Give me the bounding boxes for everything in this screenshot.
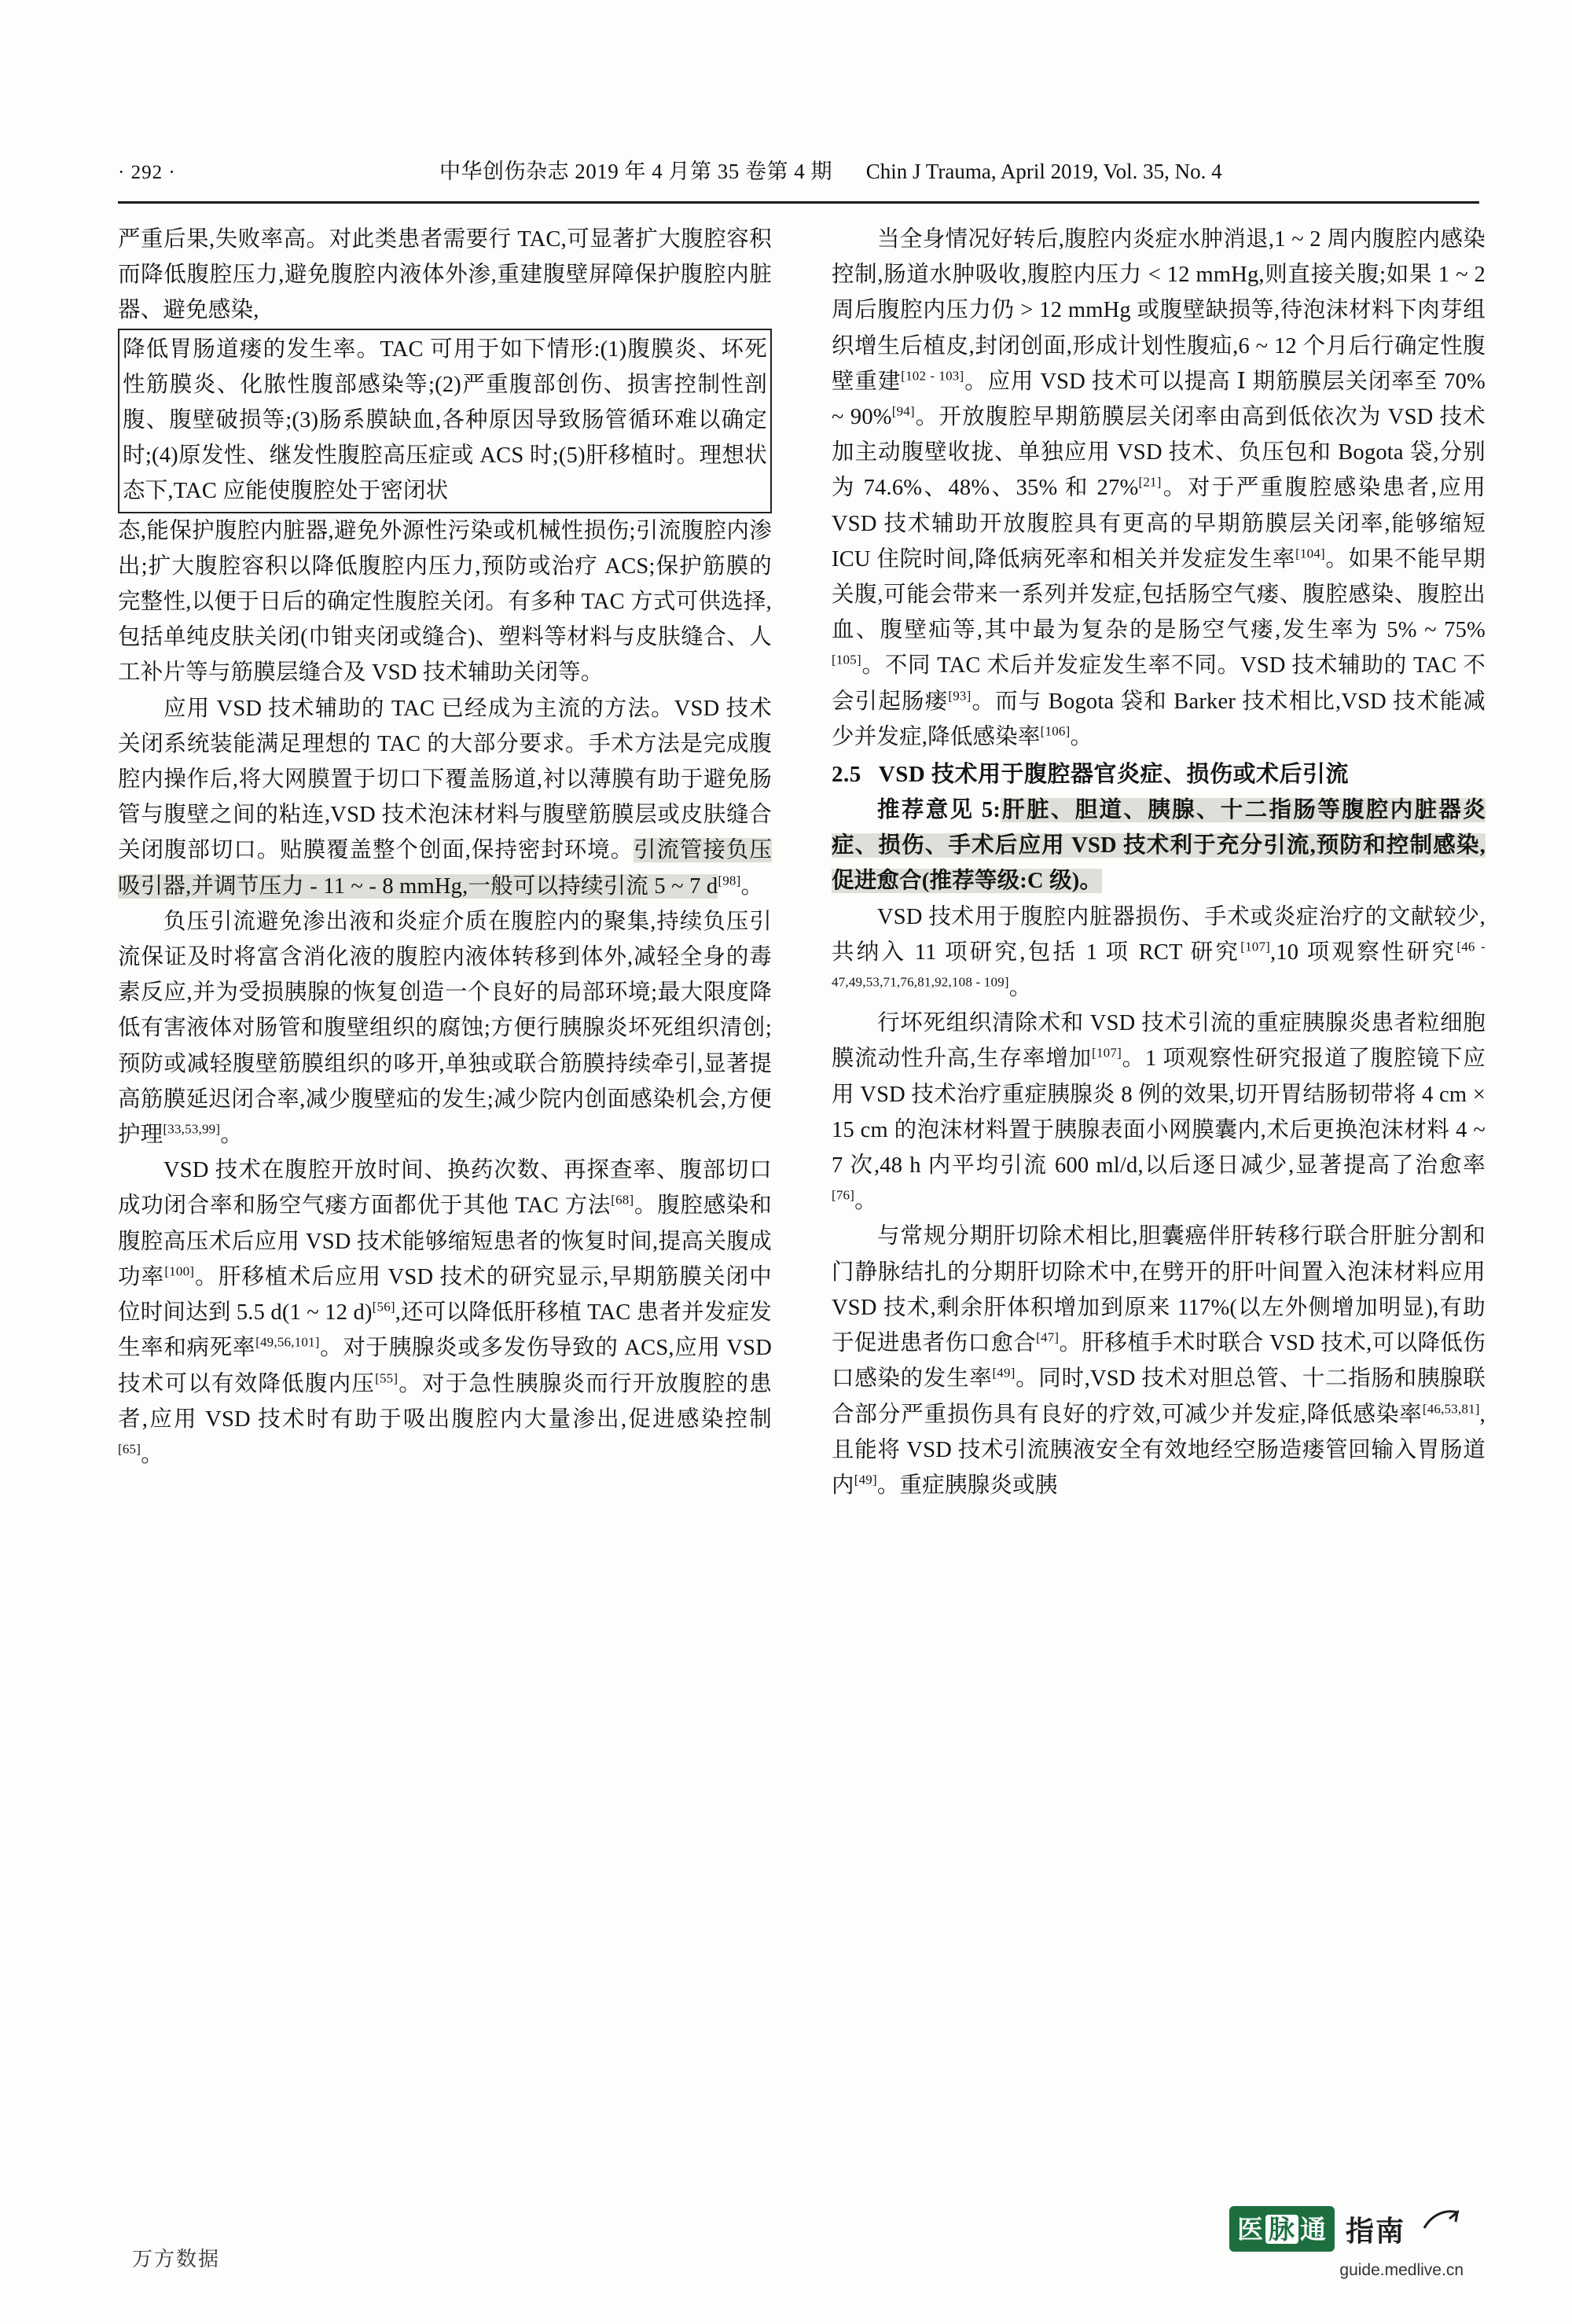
reference-21: [21] — [1138, 474, 1162, 490]
paragraph-vsd-tac — [118, 691, 772, 904]
para-text-a: 与常规分期肝切除术相比,胆囊癌伴肝转移行联合肝脏分割和门静脉结扎的分期肝切除术中,在劈开的肝叶间置入泡沫材料应用 VSD 技术,剩余肝体积增加到原来 117%(以左外侧增加明显),有助于促进患者伤口愈合 — [832, 1224, 1486, 1356]
reference-47: [47] — [1036, 1329, 1060, 1345]
para-text: 负压引流避免渗出液和炎症介质在腹腔内的聚集,持续负压引流保证及时将富含消化液的腹腔内液体转移到体外,减轻全身的毒素反应,并为受损胰腺的恢复创造一个良好的局部环境;最大限度降低有害液体对肠管和腹壁组织的腐蚀;方便行胰腺炎坏死组织清创;预防或减轻腹壁筋膜组织的哆开,单独或联合筋膜持续牵引,显著提高筋膜延迟闭合率,减少腹壁疝的发生;减少院内创面感染机会,方便护理 — [118, 909, 772, 1148]
medlive-guide-logo — [1229, 2206, 1465, 2278]
para-text-e: 。如果不能早期关腹,可能会带来一系列并发症,包括肠空气瘘、腹腔感染、腹腔出血、腹壁疝等,其中最为复杂的是肠空气瘘,发生率为 5% ~ 75% — [832, 546, 1486, 643]
paragraph-hepatectomy — [832, 1219, 1486, 1503]
para-text-f: 。对于急性胰腺炎而行开放腹腔的患者,应用 VSD 技术时有助于吸出腹腔内大量渗出,促进感染控制 — [118, 1371, 773, 1432]
para-text-end: 。 — [740, 873, 764, 899]
para-text-end: 。 — [220, 1123, 243, 1148]
logo-url: guide.medlive.cn — [1339, 2261, 1464, 2279]
reference-107: [107] — [1240, 939, 1271, 954]
para-text: 应用 VSD 技术辅助的 TAC 已经成为主流的方法。VSD 技术关闭系统装能满足理想的 TAC 的大部分要求。手术方法是完成腹腔内操作后,将大网膜置于切口下覆盖肠道,衬以薄膜有助于避免肠管与腹壁之间的粘连,VSD 技术泡沫材料与腹壁筋膜层或皮肤缝合关闭腹部切口。贴膜覆盖整个创面,保持密封环境。 — [118, 696, 772, 863]
para-text-c: 。开放腹腔早期筋膜层关闭率由高到低依次为 VSD 技术加主动腹壁收拢、单独应用 VSD 技术、负压包和 Bogota 袋,分别为 74.6%、48%、35% 和 27% — [832, 405, 1486, 501]
reference-49-56-101: [49,56,101] — [255, 1334, 320, 1350]
para-text-f: 。不同 TAC 术后并发症发生率不同。VSD 技术辅助的 TAC 不会引起肠瘘 — [832, 653, 1486, 714]
para-text-d: ,还可以降低肝移植 TAC 患者并发症发生率和病死率 — [118, 1300, 772, 1361]
arrow-icon — [1423, 2208, 1459, 2234]
reference-65: [65] — [118, 1441, 141, 1457]
para-text-b: 。应用 VSD 技术可以提高 Ⅰ 期筋膜层关闭率至 70% ~ 90% — [832, 369, 1486, 430]
reference-107b: [107] — [1092, 1045, 1122, 1061]
para-text-g: 。 — [141, 1442, 163, 1467]
reference-76: [76] — [832, 1187, 855, 1203]
para-text-h: 。 — [1070, 724, 1093, 749]
paragraph-vsd-outcomes — [118, 1153, 772, 1473]
para-text-e: 。重症胰腺炎或胰 — [876, 1473, 1058, 1498]
reference-observational-studies: [46 - 47,49,53,71,76,81,92,108 - 109] — [832, 939, 1486, 990]
journal-title-en: Chin J Trauma, April 2019, Vol. 35, No. 4 — [865, 160, 1222, 183]
body-columns — [118, 222, 1486, 1503]
para-text-c: 。 — [854, 1189, 877, 1214]
watermark-wanfang: 万方数据 — [132, 2248, 221, 2271]
reference-33-53-99: [33,53,99] — [163, 1121, 221, 1137]
reference-55: [55] — [375, 1370, 399, 1385]
logo-badge — [1229, 2206, 1335, 2252]
logo-word: 指南 — [1346, 2214, 1406, 2247]
reference-49b: [49] — [992, 1365, 1016, 1381]
page-header — [118, 154, 1454, 186]
logo-char-3: 通 — [1300, 2215, 1327, 2244]
reference-46-53-81: [46,53,81] — [1422, 1401, 1480, 1416]
left-column — [118, 222, 772, 1503]
reference-93: [93] — [948, 688, 971, 704]
para-text: 严重后果,失败率高。对此类患者需要行 TAC,可显著扩大腹腔容积而降低腹腔压力,避免腹腔内液体外渗,重建腹壁屏障保护腹腔内脏器、避免感染, — [118, 227, 772, 323]
paragraph-abdominal-closure — [832, 222, 1486, 755]
para-text-c: 。同时,VSD 技术对胆总管、十二指肠和胰腺联合部分严重损伤具有良好的疗效,可减少并发症,降低感染率 — [832, 1366, 1486, 1427]
para-text-e: 。对于胰腺炎或多发伤导致的 ACS,应用 VSD 技术可以有效降低腹内压 — [118, 1336, 773, 1396]
folio-number: · 292 · — [118, 162, 176, 183]
reference-98: [98] — [718, 873, 741, 888]
paragraph-pancreatitis — [832, 1006, 1486, 1219]
para-text-a: VSD 技术在腹腔开放时间、换药次数、再探查率、腹部切口成功闭合率和肠空气瘘方面都优于其他 TAC 方法 — [118, 1158, 772, 1219]
section-number: 2.5 — [832, 762, 861, 788]
paragraph-negative-pressure — [118, 904, 772, 1153]
para-text-a: 当全身情况好转后,腹腔内炎症水肿消退,1 ~ 2 周内腹腔内感染控制,肠道水肿吸收,腹腔内压力 < 12 mmHg,则直接关腹;如果 1 ~ 2 周后腹腔内压力仍 > 12 mmHg 或腹壁缺损等,待泡沫材料下肉芽组织增生后植皮,封闭创面,形成计划性腹疝,6 ~ 12 个月后行确定性腹壁重建 — [832, 227, 1486, 394]
reference-49c: [49] — [854, 1472, 877, 1487]
section-heading-2-5 — [832, 756, 1486, 792]
paragraph-literature-count — [832, 899, 1486, 1006]
reference-68: [68] — [611, 1192, 634, 1208]
right-column — [832, 222, 1486, 1503]
reference-56: [56] — [372, 1299, 395, 1315]
running-head — [176, 154, 1454, 185]
para-text-a: 行坏死组织清除术和 VSD 技术引流的重症胰腺炎患者粒细胞膜流动性升高,生存率增加 — [832, 1011, 1486, 1072]
reference-106: [106] — [1040, 723, 1071, 739]
logo-char-2: 脉 — [1265, 2215, 1298, 2244]
para-text-c: 。 — [1008, 976, 1032, 1001]
reference-102-103: [102 - 103] — [901, 368, 964, 384]
para-text-c: 。肝移植术后应用 VSD 技术的研究显示,早期筋膜关闭中位时间达到 5.5 d(1 ~ 12 d) — [118, 1264, 772, 1326]
reference-104: [104] — [1295, 546, 1325, 561]
para-text-a: VSD 技术用于腹腔内脏器损伤、手术或炎症治疗的文献较少,共纳入 11 项研究,包括 1 项 RCT 研究 — [832, 904, 1486, 965]
para-text-d: 。对于严重腹腔感染患者,应用 VSD 技术辅助开放腹腔具有更高的早期筋膜层关闭率,能够缩短 ICU 住院时间,降低病死率和相关并发症发生率 — [832, 476, 1486, 572]
paragraph-tac-continued — [118, 513, 772, 691]
para-text-b: 。1 项观察性研究报道了腹腔镜下应用 VSD 技术治疗重症胰腺炎 8 例的效果,切开胃结肠韧带将 4 cm × 15 cm 的泡沫材料置于胰腺表面小网膜囊内,术后更换泡沫材料 4 ~ 7 次,48 h 内平均引流 600 ml/d,以后逐日减少,显著提高了治愈率 — [832, 1046, 1486, 1179]
para-text: 态,能保护腹腔内脏器,避免外源性污染或机械性损伤;引流腹腔内渗出;扩大腹腔容积以降低腹腔内压力,预防或治疗 ACS;保护筋膜的完整性,以便于日后的确定性腹腔关闭。有多种 TAC 方式可供选择,包括单纯皮肤关闭(巾钳夹闭或缝合)、塑料等材料与皮肤缝合、人工补片等与筋膜层缝合及 VSD 技术辅助关闭等。 — [118, 518, 772, 686]
header-rule — [118, 201, 1479, 204]
reference-100: [100] — [164, 1263, 195, 1279]
section-title: VSD 技术用于腹腔器官炎症、损伤或术后引流 — [878, 762, 1350, 788]
logo-main — [1229, 2206, 1405, 2252]
recommendation-label: 推荐意见 5: — [877, 798, 1001, 823]
para-text-b: 。肝移植手术时联合 VSD 技术,可以降低伤口感染的发生率 — [832, 1331, 1486, 1392]
logo-char-1: 医 — [1237, 2215, 1264, 2244]
journal-title-cn: 中华创伤杂志 2019 年 4 月第 35 卷第 4 期 — [439, 160, 833, 183]
para-text-b: ,10 项观察性研究 — [1270, 940, 1457, 965]
highlighted-pressure-text: 引流管接负压吸引器,并调节压力 - 11 ~ - 8 mmHg,一般可以持续引流 5 ~ 7 d — [118, 838, 772, 899]
boxed-text: 降低胃肠道瘘的发生率。TAC 可用于如下情形:(1)腹膜炎、坏死性筋膜炎、化脓性腹部感染等;(2)严重腹部创伤、损害控制性剖腹、腹壁破损等;(3)肠系膜缺血,各种原因导致肠管循环难以确定时;(4)原发性、继发性腹腔高压症或 ACS 时;(5)肝移植时。理想状态下,TAC 应能使腹腔处于密闭状 — [123, 336, 767, 504]
para-text-d: ,且能将 VSD 技术引流胰液安全有效地经空肠造瘘管回输入胃肠道内 — [832, 1402, 1486, 1498]
boxed-recommendation-tac — [118, 329, 772, 513]
paragraph-recommendation-5 — [832, 792, 1486, 899]
para-text-b: 。腹腔感染和腹腔高压术后应用 VSD 技术能够缩短患者的恢复时间,提高关腹成功率 — [118, 1193, 772, 1289]
recommendation-text: 肝脏、胆道、胰腺、十二指肠等腹腔内脏器炎症、损伤、手术后应用 VSD 技术利于充分引流,预防和控制感染,促进愈合(推荐等级:C 级)。 — [832, 798, 1486, 894]
reference-94: [94] — [891, 403, 915, 419]
reference-105: [105] — [832, 652, 861, 667]
paragraph-continuation — [118, 222, 772, 329]
para-text-g: 。而与 Bogota 袋和 Barker 技术相比,VSD 技术能减少并发症,降低感染率 — [832, 689, 1486, 749]
